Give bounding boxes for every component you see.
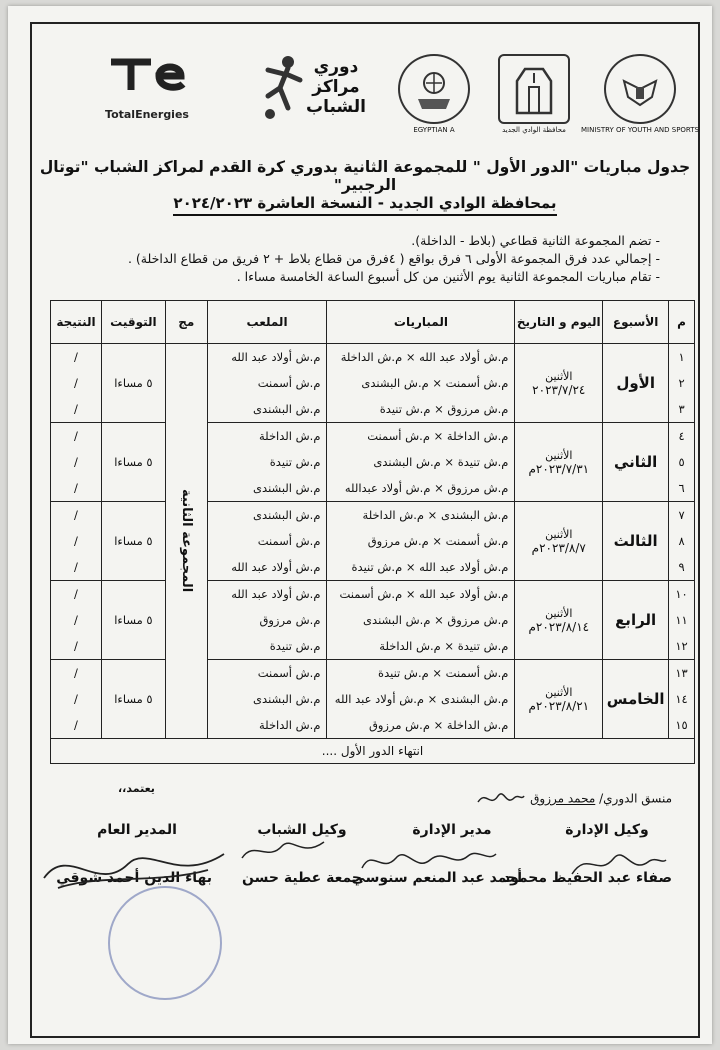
matches-cell — [327, 660, 515, 739]
venue-name: م.ش أسمنت — [257, 666, 321, 680]
week-cell: الثاني — [603, 423, 669, 502]
totalenergies-logo — [72, 46, 222, 126]
signature-name-2: أحمد عبد المنعم سنوسي — [351, 870, 522, 886]
match-number-cell — [669, 423, 695, 502]
matches-cell — [327, 344, 515, 423]
signature-name-1: صفاء عبد الحفيظ محمود — [502, 870, 672, 886]
date-label: ٢٠٢٣/٧/٣١م — [528, 461, 590, 476]
date-cell — [515, 502, 603, 581]
week-cell: الأول — [603, 344, 669, 423]
ministry-seal — [581, 54, 699, 134]
match-number: ٢ — [678, 376, 685, 390]
match-pairing: م.ش أولاد عبد الله × م.ش تنيدة — [351, 560, 509, 574]
signature-1-icon — [568, 844, 668, 884]
week-cell: الرابع — [603, 581, 669, 660]
signature-3-icon — [238, 832, 328, 868]
venue-name: م.ش البشندى — [253, 481, 321, 495]
seal1-caption: EGYPTIAN A — [413, 126, 455, 134]
signature-title-3: وكيل الشباب — [257, 822, 347, 838]
venue-name: م.ش أولاد عبد الله — [231, 350, 321, 364]
venue-name: م.ش أولاد عبد الله — [231, 560, 321, 574]
match-pairing: م.ش أسمنت × م.ش تنيدة — [378, 666, 509, 680]
signature-title-2: مدير الإدارة — [412, 822, 492, 838]
match-pairing: م.ش مرزوق × م.ش تنيدة — [379, 402, 509, 416]
seal3-caption: MINISTRY OF YOUTH AND SPORTS — [581, 126, 699, 134]
schedule-table — [50, 300, 695, 764]
group-label: المجموعة الثانية — [178, 489, 194, 593]
match-pairing: م.ش البشندى × م.ش أولاد عبد الله — [334, 692, 509, 706]
date-cell — [515, 660, 603, 739]
venue-name: م.ش البشندى — [253, 402, 321, 416]
time-cell: ٥ مساءا — [101, 502, 165, 581]
result-cell — [51, 344, 102, 423]
result-value: / — [74, 666, 78, 680]
header-result: النتيجة — [51, 301, 102, 344]
match-pairing: م.ش أسمنت × م.ش البشندى — [361, 376, 509, 390]
time-cell: ٥ مساءا — [101, 344, 165, 423]
header-time: التوقيت — [101, 301, 165, 344]
logo-header — [32, 24, 699, 134]
venue-name: م.ش أسمنت — [257, 376, 321, 390]
table-row — [51, 660, 695, 739]
match-number: ٧ — [678, 508, 685, 522]
time-cell: ٥ مساءا — [101, 581, 165, 660]
date-cell — [515, 423, 603, 502]
result-cell — [51, 502, 102, 581]
notes — [40, 232, 660, 286]
note-2: - إجمالي عدد فرق المجموعة الأولى ٦ فرق بواقع ( ٤فرق من قطاع بلاط + ٢ فريق من قطاع الداخلة) . — [127, 251, 660, 266]
match-number: ٤ — [678, 429, 685, 443]
header-matches: المباريات — [327, 301, 515, 344]
match-pairing: م.ش تنيدة × م.ش الداخلة — [379, 639, 509, 653]
venue-name: م.ش تنيدة — [269, 455, 321, 469]
dawry-line2: مراكز — [312, 76, 360, 97]
signature-name-3: جمعة عطية حسن — [242, 870, 362, 886]
totalenergies-mark-icon — [107, 52, 187, 104]
table-row — [51, 344, 695, 423]
header-venue: الملعب — [207, 301, 327, 344]
signature-2-icon — [358, 838, 498, 884]
result-value: / — [74, 534, 78, 548]
venue-name: م.ش الداخلة — [258, 429, 321, 443]
result-value: / — [74, 429, 78, 443]
header-num: م — [669, 301, 695, 344]
venue-name: م.ش البشندى — [253, 692, 321, 706]
signature-name-4: بهاء الدين أحمد شوقي — [56, 870, 212, 886]
date-label: ٢٠٢٣/٨/٧م — [531, 540, 586, 555]
matches-cell — [327, 423, 515, 502]
time-cell: ٥ مساءا — [101, 660, 165, 739]
match-number: ٩ — [678, 560, 685, 574]
week-cell: الثالث — [603, 502, 669, 581]
match-number: ١٣ — [675, 666, 688, 680]
result-value: / — [74, 587, 78, 601]
match-number: ١٢ — [675, 639, 688, 653]
matches-cell — [327, 502, 515, 581]
football-association-seal — [394, 54, 474, 134]
match-number-cell — [669, 344, 695, 423]
day-label: الأثنين — [545, 685, 573, 699]
result-value: / — [74, 692, 78, 706]
venue-name: م.ش تنيدة — [269, 639, 321, 653]
match-number: ٨ — [678, 534, 685, 548]
venue-cell — [207, 502, 327, 581]
document-subtitle: بمحافظة الوادي الجديد - النسخة العاشرة ٢٠٢٤/٢٠٢٣ — [32, 194, 698, 212]
dawry-line3: الشباب — [306, 96, 366, 117]
header-week: الأسبوع — [603, 301, 669, 344]
governorate-seal — [494, 54, 574, 134]
match-pairing: م.ش الداخلة × م.ش مرزوق — [368, 718, 509, 732]
day-label: الأثنين — [545, 369, 573, 383]
result-value: / — [74, 350, 78, 364]
date-cell — [515, 581, 603, 660]
result-value: / — [74, 508, 78, 522]
match-pairing: م.ش أولاد عبد الله × م.ش أسمنت — [339, 587, 509, 601]
match-number: ٥ — [678, 455, 685, 469]
week-cell: الخامس — [603, 660, 669, 739]
totalenergies-text: TotalEnergies — [105, 107, 189, 121]
note-3: - تقام مباريات المجموعة الثانية يوم الأثنين من كل أسبوع الساعة الخامسة مساءا . — [236, 269, 660, 284]
dawry-line1: دوري — [313, 56, 359, 77]
match-number-cell — [669, 502, 695, 581]
approved-label: يعتمد،، — [118, 782, 155, 795]
match-number: ٣ — [678, 402, 685, 416]
date-label: ٢٠٢٣/٨/١٤م — [528, 619, 590, 634]
note-1: - تضم المجموعة الثانية قطاعي (بلاط - الداخلة). — [411, 233, 660, 248]
table-row — [51, 502, 695, 581]
table-row — [51, 581, 695, 660]
result-value: / — [74, 376, 78, 390]
match-number: ١١ — [675, 613, 688, 627]
date-label: ٢٠٢٣/٨/٢١م — [528, 698, 590, 713]
result-value: / — [74, 455, 78, 469]
document-page — [8, 6, 712, 1044]
result-value: / — [74, 718, 78, 732]
result-cell — [51, 660, 102, 739]
match-pairing: م.ش أولاد عبد الله × م.ش الداخلة — [340, 350, 509, 364]
match-pairing: م.ش البشندى × م.ش الداخلة — [362, 508, 509, 522]
day-label: الأثنين — [545, 606, 573, 620]
document-title: جدول مباريات "الدور الأول " للمجموعة الثانية بدوري كرة القدم لمراكز الشباب "توتال الرجبير" — [39, 158, 691, 194]
venue-cell — [207, 344, 327, 423]
date-cell — [515, 344, 603, 423]
signature-scribble-icon — [476, 788, 526, 810]
venue-name: م.ش الداخلة — [258, 718, 321, 732]
eagle-icon — [618, 67, 662, 111]
signature-title-1: وكيل الإدارة — [565, 822, 649, 838]
venue-name: م.ش أولاد عبد الله — [231, 587, 321, 601]
match-number-cell — [669, 581, 695, 660]
day-label: الأثنين — [545, 448, 573, 462]
official-stamp-icon — [108, 886, 222, 1000]
result-value: / — [74, 613, 78, 627]
schedule-body — [51, 344, 695, 739]
venue-name: م.ش مرزوق — [259, 613, 321, 627]
table-header-row — [51, 301, 695, 344]
venue-name: م.ش البشندى — [253, 508, 321, 522]
result-value: / — [74, 560, 78, 574]
header-group: مج — [165, 301, 207, 344]
result-value: / — [74, 639, 78, 653]
header-date: اليوم و التاريخ — [515, 301, 603, 344]
end-row — [51, 739, 695, 764]
footballer-icon — [258, 52, 306, 122]
match-pairing: م.ش الداخلة × م.ش أسمنت — [367, 429, 509, 443]
match-pairing: م.ش تنيدة × م.ش البشندى — [373, 455, 509, 469]
match-number-cell — [669, 660, 695, 739]
coordinator-label: منسق الدوري/ — [599, 791, 672, 806]
result-value: / — [74, 402, 78, 416]
signature-4-icon — [38, 834, 228, 904]
day-label: الأثنين — [545, 527, 573, 541]
football-crest-icon — [408, 63, 460, 115]
venue-cell — [207, 660, 327, 739]
venue-name: م.ش أسمنت — [257, 534, 321, 548]
venue-cell — [207, 423, 327, 502]
group-cell — [165, 344, 207, 739]
dawry-logo — [247, 44, 377, 129]
match-number: ١٠ — [675, 587, 688, 601]
signature-title-4: المدير العام — [97, 822, 177, 838]
match-number: ١٥ — [675, 718, 688, 732]
result-value: / — [74, 481, 78, 495]
match-pairing: م.ش مرزوق × م.ش أولاد عبدالله — [344, 481, 509, 495]
result-cell — [51, 581, 102, 660]
match-pairing: م.ش أسمنت × م.ش مرزوق — [367, 534, 509, 548]
table-row — [51, 423, 695, 502]
match-number: ٦ — [678, 481, 685, 495]
seal2-caption: محافظة الوادي الجديد — [502, 126, 566, 134]
result-cell — [51, 423, 102, 502]
coordinator-name: محمد مرزوق — [530, 791, 596, 806]
match-number: ١ — [678, 350, 685, 364]
venue-cell — [207, 581, 327, 660]
time-cell: ٥ مساءا — [101, 423, 165, 502]
match-number: ١٤ — [675, 692, 688, 706]
coordinator-line — [476, 788, 672, 810]
matches-cell — [327, 581, 515, 660]
end-note: انتهاء الدور الأول .... — [51, 739, 695, 764]
match-pairing: م.ش مرزوق × م.ش البشندى — [363, 613, 509, 627]
date-label: ٢٠٢٣/٧/٢٤ — [532, 382, 586, 397]
monument-icon — [509, 61, 559, 117]
